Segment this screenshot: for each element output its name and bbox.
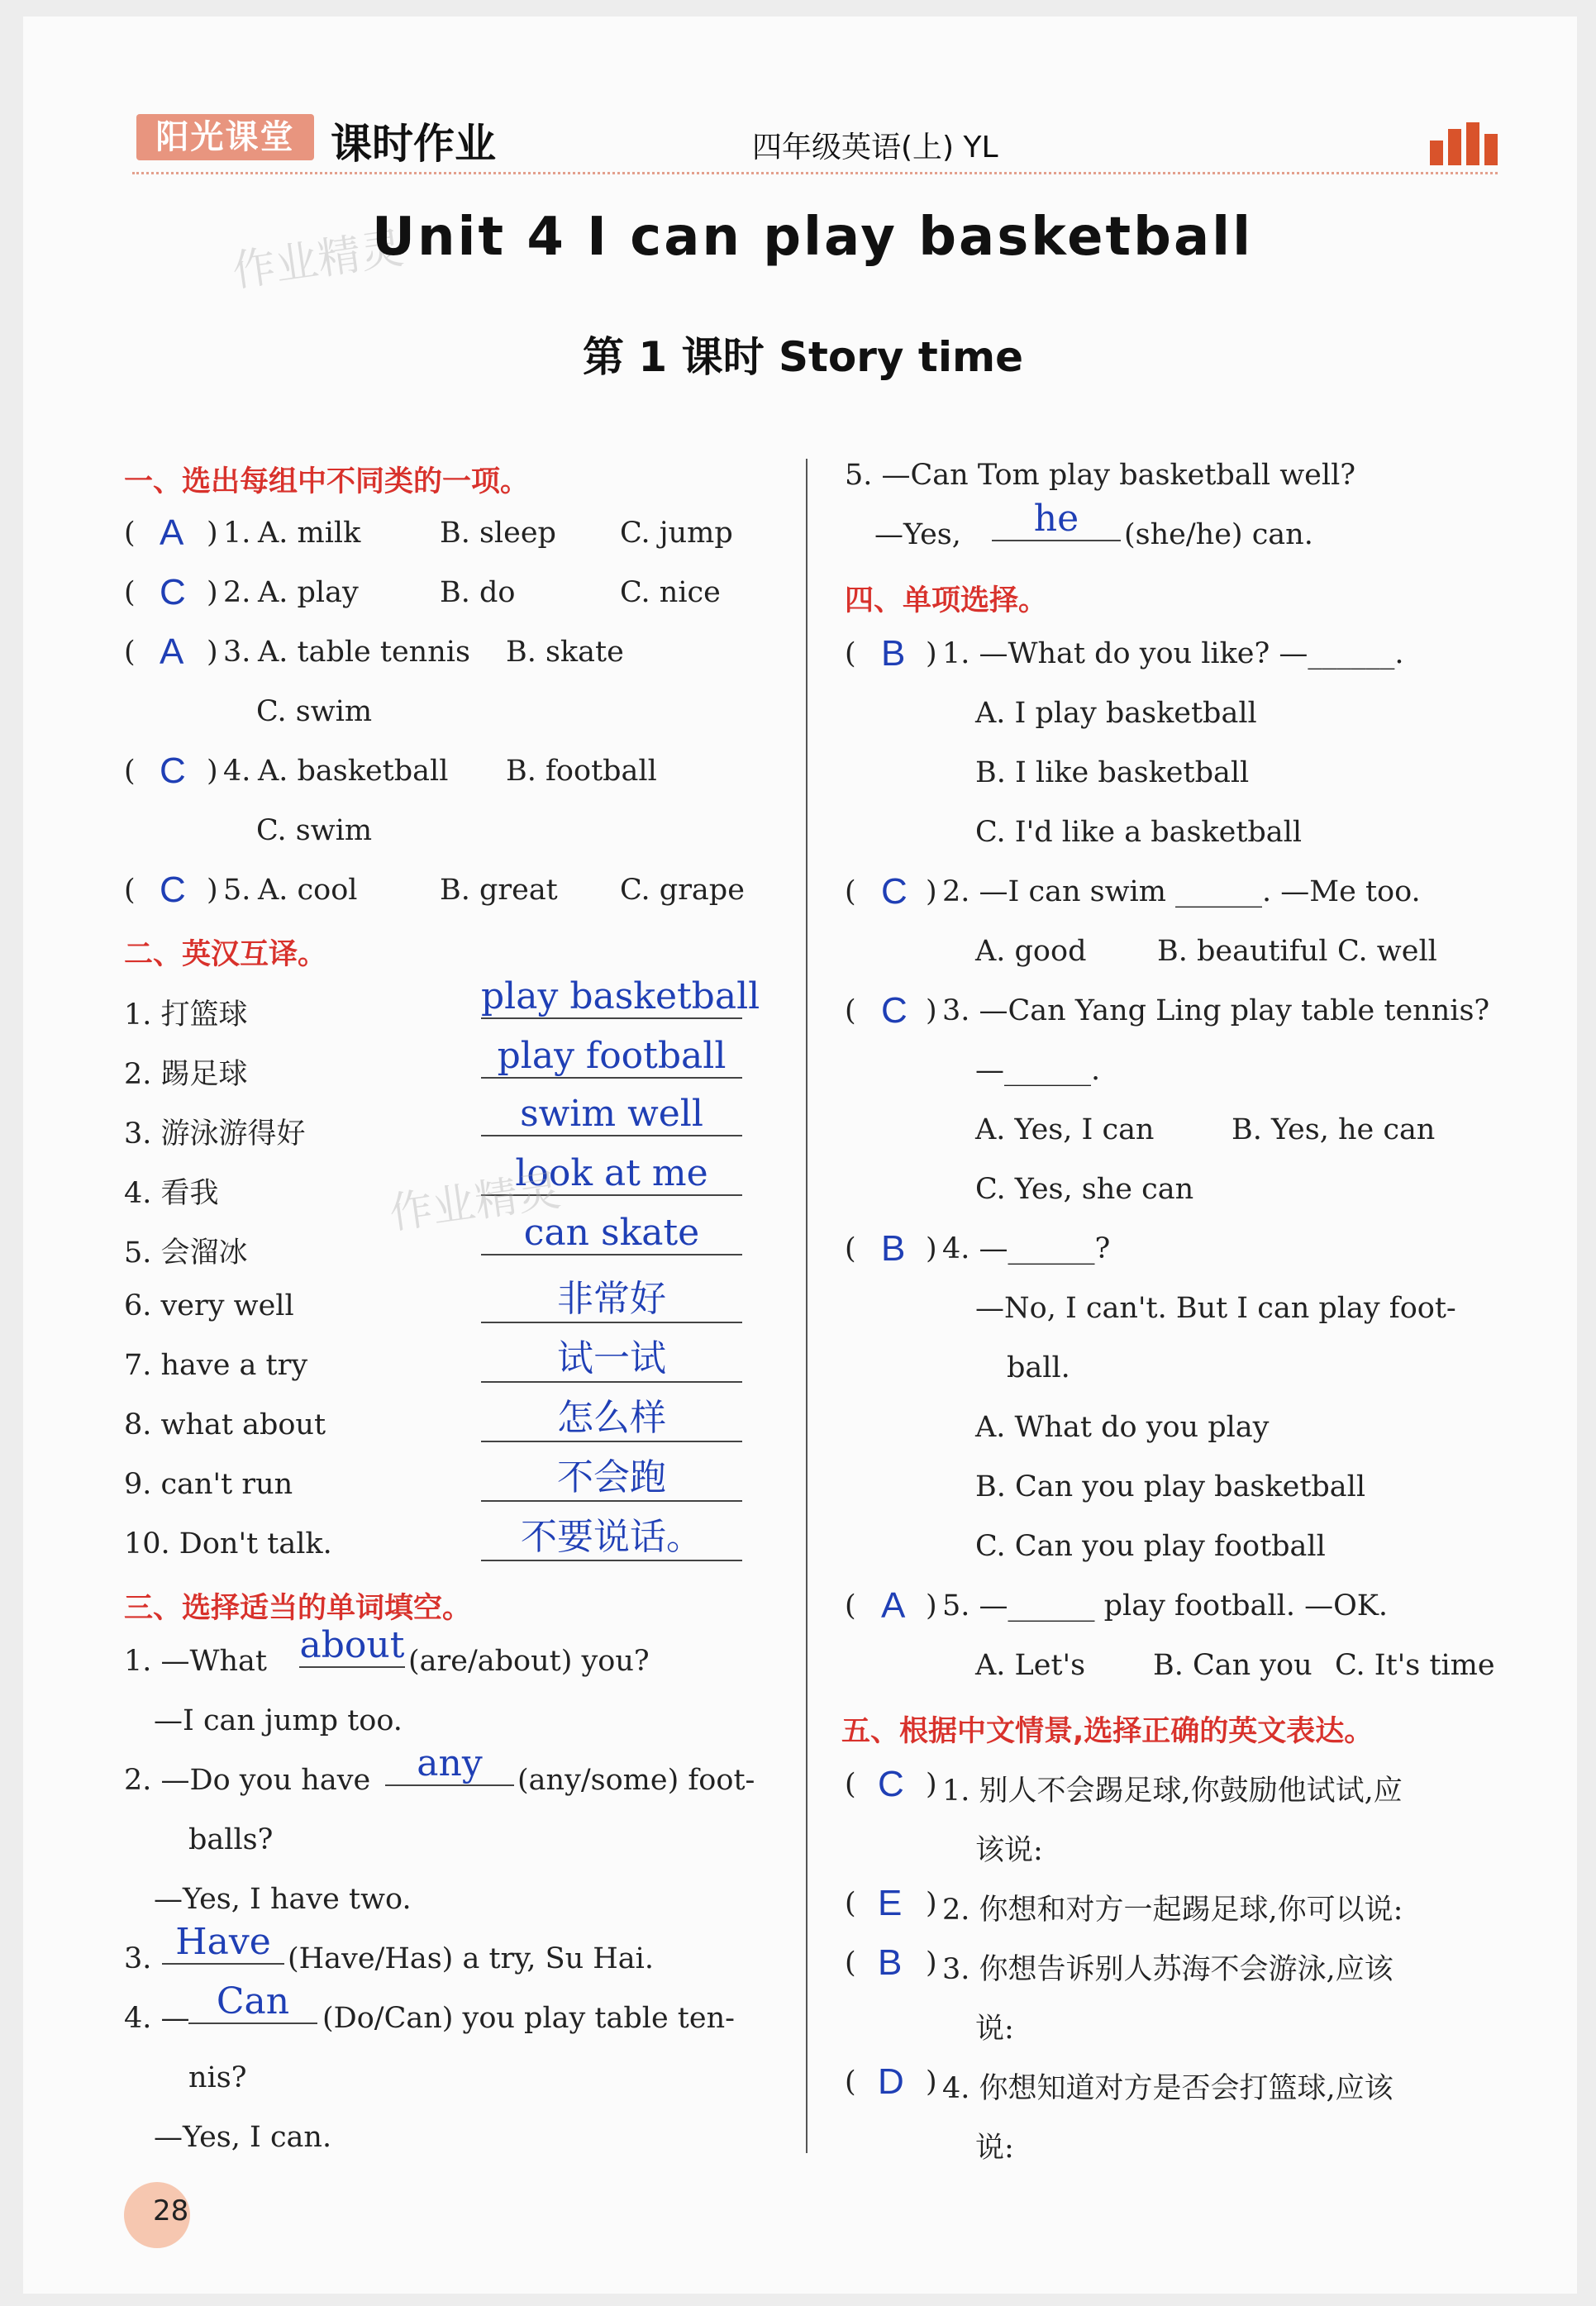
unit-title: Unit 4 I can play basketball: [372, 207, 1253, 268]
answer-mark: A: [160, 631, 184, 672]
header-grade: 四年级英语(上) YL: [752, 131, 998, 164]
watermark: 作业精灵: [229, 223, 407, 298]
section-4-title: 四、单项选择。: [845, 584, 1048, 617]
header-divider: [132, 172, 1498, 174]
answer-mark: B: [881, 633, 906, 674]
bar-chart-icon: [1430, 122, 1498, 165]
answer-mark: C: [160, 572, 186, 612]
translation-answer: 非常好: [481, 1269, 742, 1323]
translation-answer: swim well: [481, 1093, 742, 1136]
translation-answer: 不要说话。: [481, 1507, 742, 1561]
translation-answer: look at me: [481, 1152, 742, 1196]
section-2-title: 二、英汉互译。: [124, 938, 327, 971]
answer-mark: C: [881, 990, 908, 1031]
translation-answer: 不会跑: [481, 1447, 742, 1502]
section-5-title: 五、根据中文情景,选择正确的英文表达。: [841, 1715, 1374, 1748]
section-3-title: 三、选择适当的单词填空。: [124, 1592, 472, 1625]
answer-mark: B: [881, 1228, 906, 1269]
fill-answer: he: [992, 498, 1121, 541]
answer-mark: C: [160, 870, 186, 910]
fill-answer: about: [299, 1624, 405, 1666]
answer-mark: C: [878, 1764, 904, 1804]
translation-answer: play basketball: [481, 975, 760, 1017]
answer-mark: E: [878, 1883, 903, 1923]
section-1-title: 一、选出每组中不同类的一项。: [124, 465, 530, 498]
fill-answer: any: [385, 1742, 514, 1786]
page-number: 28: [153, 2194, 189, 2227]
lesson-title: 第 1 课时 Story time: [583, 333, 1023, 381]
answer-mark: C: [160, 750, 186, 791]
answer-mark: A: [881, 1585, 906, 1626]
translation-answer: play football: [481, 1035, 742, 1079]
answer-mark: D: [878, 2061, 904, 2102]
answer-mark: C: [881, 871, 908, 912]
translation-answer: 试一试: [481, 1328, 742, 1383]
fill-answer: Have: [162, 1921, 284, 1965]
answer-mark: A: [160, 512, 184, 553]
answer-mark: B: [878, 1942, 903, 1983]
header-title: 课时作业: [331, 120, 496, 168]
translation-answer: can skate: [481, 1212, 742, 1255]
fill-answer: Can: [188, 1980, 317, 2024]
translation-answer: 怎么样: [481, 1388, 742, 1442]
column-divider: [806, 459, 808, 2153]
watermark: 作业精灵: [386, 1165, 564, 1240]
header-badge: 阳光课堂: [136, 114, 314, 160]
